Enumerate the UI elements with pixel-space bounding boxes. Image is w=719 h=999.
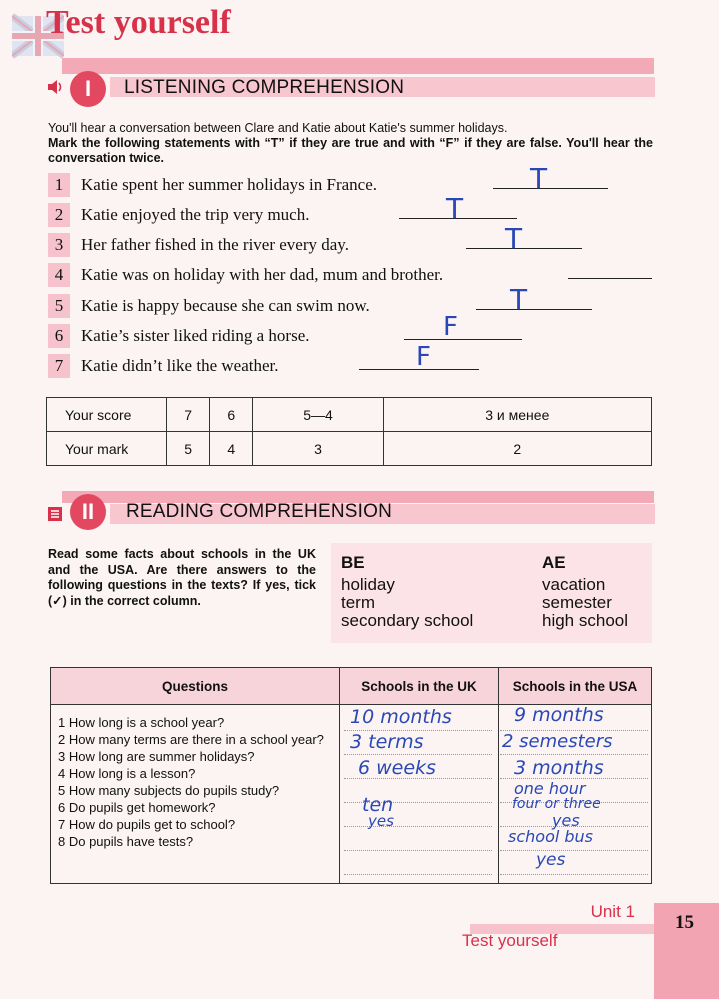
ae-column [542, 554, 628, 630]
statement-3 [48, 222, 658, 259]
statement-number: 2 [48, 203, 70, 227]
answer-line [344, 754, 492, 755]
header-uk: Schools in the UK [340, 668, 499, 705]
statement-text: Katie’s sister liked riding a horse. [81, 326, 310, 345]
answer-line[interactable] [404, 339, 522, 340]
usa-answer-6: yes [552, 811, 580, 830]
audio-speaker-icon [48, 80, 64, 94]
ae-header: AE [542, 553, 566, 572]
book-icon [48, 507, 62, 521]
be-header: BE [341, 553, 365, 572]
usa-answer-2: 2 semesters [502, 731, 613, 752]
mark-cell: 2 [383, 432, 651, 466]
score-table [46, 397, 652, 466]
answer-line [500, 850, 648, 851]
statement-number: 3 [48, 233, 70, 257]
usa-answer-8: yes [536, 850, 566, 870]
question-item: 7 How do pupils get to school? [58, 817, 236, 832]
usa-answer-3: 3 months [514, 757, 604, 779]
score-cell: 7 [167, 398, 210, 432]
statement-6 [48, 312, 658, 350]
mark-label: Your mark [47, 432, 167, 466]
question-item: 4 How long is a lesson? [58, 766, 196, 781]
usa-answer-7: school bus [508, 827, 594, 846]
be-item: secondary school [341, 611, 474, 630]
statement-number: 6 [48, 324, 70, 348]
statement-text: Katie spent her summer holidays in France. [81, 175, 378, 194]
answer-line[interactable] [568, 278, 652, 279]
mark-row [47, 432, 652, 466]
footer-section: Test yourself [462, 931, 558, 950]
header-questions: Questions [51, 668, 340, 705]
statement-5 [48, 283, 658, 320]
statement-text: Her father fished in the river every day. [81, 235, 349, 254]
uk-answer-6: yes [368, 812, 394, 830]
statement-2 [48, 192, 658, 229]
answer-line [344, 850, 492, 851]
section-1-heading: LISTENING COMPREHENSION [124, 77, 405, 98]
statement-number: 1 [48, 173, 70, 197]
answer-line [500, 874, 648, 875]
question-item: 8 Do pupils have tests? [58, 834, 194, 849]
section-1-numeral: I [70, 71, 106, 107]
be-item: holiday [341, 575, 395, 594]
instr-line-1: You'll hear a conversation between Clare and Katie about Katie's summer holidays. [48, 121, 508, 135]
be-column [341, 554, 473, 630]
section-2-heading: READING COMPREHENSION [126, 501, 393, 522]
statement-7 [48, 342, 658, 380]
table-header-row [51, 668, 652, 705]
question-item: 6 Do pupils get homework? [58, 800, 216, 815]
section-1-instructions [48, 121, 653, 166]
answer-line[interactable] [466, 248, 582, 249]
question-item: 1 How long is a school year? [58, 715, 225, 730]
answer-line[interactable] [476, 309, 592, 310]
answer-line [500, 754, 648, 755]
uk-answer-1: 10 months [350, 706, 452, 728]
page-title: Test yourself [46, 4, 231, 41]
question-item: 3 How long are summer holidays? [58, 749, 255, 764]
answer-handwritten: T [510, 283, 528, 316]
statement-number: 4 [48, 263, 70, 287]
uk-answer-5: ten [362, 794, 394, 816]
uk-answer-3: 6 weeks [358, 757, 436, 779]
question-item: 2 How many terms are there in a school year? [58, 732, 324, 747]
score-cell: 3 и менее [383, 398, 651, 432]
decor-band [62, 58, 654, 74]
instr-bold: Mark the following statements with “T” if they are true and with “F” if they are false. You'll hear the conversation twice. [48, 136, 653, 165]
statement-1 [48, 162, 658, 199]
score-cell: 6 [210, 398, 253, 432]
ae-item: semester [542, 593, 612, 612]
mark-cell: 4 [210, 432, 253, 466]
answer-handwritten: T [505, 222, 523, 255]
ae-item: vacation [542, 575, 606, 594]
answer-handwritten: F [443, 312, 458, 342]
header-usa: Schools in the USA [499, 668, 652, 705]
statement-text: Katie enjoyed the trip very much. [81, 205, 310, 224]
answer-line [344, 874, 492, 875]
usa-answer-1: 9 months [514, 704, 604, 726]
score-cell: 5—4 [253, 398, 383, 432]
mark-cell: 3 [253, 432, 383, 466]
statement-4 [48, 263, 658, 289]
statement-number: 7 [48, 354, 70, 378]
section-2-instructions: Read some facts about schools in the UK and the USA. Are there answers to the following questions in the texts? If yes, tick (✓) in the correct column. [48, 547, 316, 608]
mark-cell: 5 [167, 432, 210, 466]
section-2-numeral: II [70, 494, 106, 530]
usa-answer-5: four or three [512, 796, 601, 812]
statement-text: Katie was on holiday with her dad, mum and brother. [81, 265, 444, 284]
be-item: term [341, 593, 375, 612]
answer-handwritten: T [530, 162, 548, 195]
statement-text: Katie is happy because she can swim now. [81, 296, 370, 315]
score-label: Your score [47, 398, 167, 432]
question-item: 5 How many subjects do pupils study? [58, 783, 280, 798]
answer-handwritten: T [446, 192, 464, 225]
questions-cell [51, 705, 340, 884]
statement-number: 5 [48, 294, 70, 318]
page-number: 15 [675, 912, 694, 933]
footer-unit: Unit 1 [590, 902, 635, 921]
ae-item: high school [542, 611, 629, 630]
statement-text: Katie didn’t like the weather. [81, 356, 279, 375]
answer-handwritten: F [416, 342, 431, 372]
score-row [47, 398, 652, 432]
uk-answer-2: 3 terms [350, 731, 424, 753]
answer-line [344, 826, 492, 827]
usa-answer-4: one hour [514, 779, 586, 798]
answer-line[interactable] [493, 188, 608, 189]
